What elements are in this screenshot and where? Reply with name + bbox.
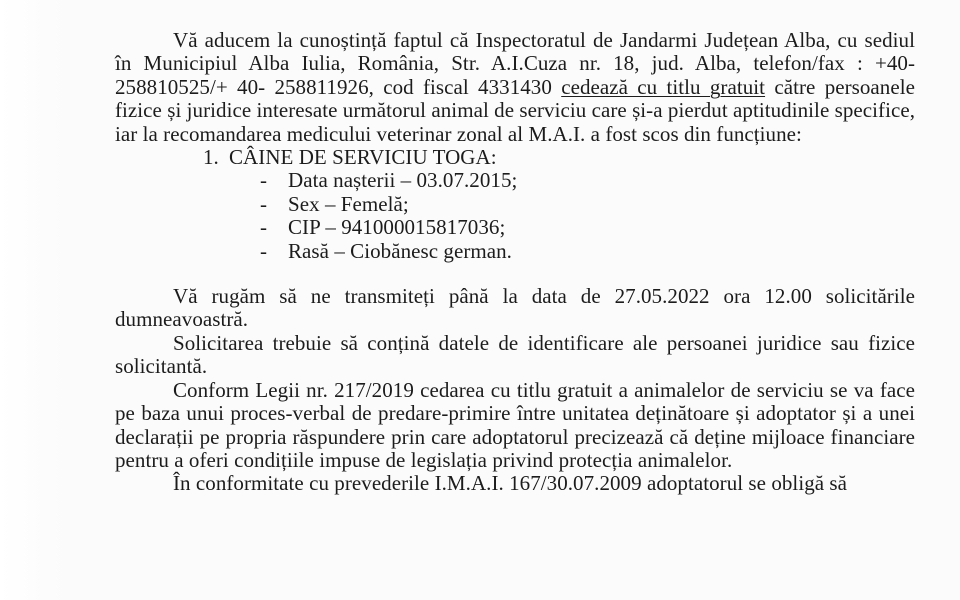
- list-item-text: Data nașterii – 03.07.2015;: [288, 168, 518, 193]
- paragraph-obligations: În conformitate cu prevederile I.M.A.I. 167/30.07.2009 adoptatorul se obligă să: [173, 471, 848, 496]
- list-item-text: Sex – Femelă;: [288, 191, 409, 216]
- paragraph-deadline: Vă rugăm să ne transmiteți până la data de 27.05.2022 ora 12.00 solicitările dumneavoastră.: [115, 284, 915, 332]
- announcement-tail-text: către persoanele fizice și juridice interesate următorul animal de serviciu care și-a pierdut aptitudinile specifice, iar la recomandarea medicului veterinar zonal al M.A.I. a fost scos din funcțiune:: [115, 74, 915, 146]
- list-number: 1.: [203, 145, 219, 170]
- underlined-phrase: cedează cu titlu gratuit: [561, 74, 766, 99]
- list-item-text: CIP – 941000015817036;: [288, 215, 506, 240]
- list-title: CÂINE DE SERVICIU TOGA:: [229, 145, 497, 170]
- list-bullet-dash: -: [260, 191, 268, 216]
- list-bullet-dash: -: [260, 238, 268, 263]
- paragraph-request-content: Solicitarea trebuie să conțină datele de identificare ale persoanei juridice sau fizice solicitantă.: [115, 330, 915, 379]
- list-item-text: Rasă – Ciobănesc german.: [288, 238, 512, 263]
- list-heading: [115, 146, 915, 169]
- list-item-breed: [115, 240, 915, 263]
- announcement-lead-text: Vă aducem la cunoștință faptul că Inspectoratul de Jandarmi Județean Alba, cu sediul în Municipiul Alba Iulia, România, Str. A.I.Cuza nr. 18, jud. Alba, telefon/fax : +40- 258810525/+ 40- 258811926, cod fiscal 4331430: [115, 28, 915, 99]
- page-edge-shadow: [0, 0, 64, 600]
- list-item-birthdate: [115, 169, 915, 192]
- list-item-sex: [115, 193, 915, 216]
- paragraph-legal-basis: Conform Legii nr. 217/2019 cedarea cu titlu gratuit a animalelor de serviciu se va face pe baza unui proces-verbal de predare-primire între unitatea deținătoare și adoptator și a unei declarații pe propria răspundere prin care adoptatorul precizează că deține mijloace financiare pentru a oferi condițiile impuse de legislația privind protecția animalelor.: [115, 377, 915, 472]
- dog-details-list: [115, 169, 915, 263]
- list-bullet-dash: -: [260, 215, 268, 240]
- document-body: [115, 29, 915, 496]
- paragraph-spacer: [115, 263, 915, 285]
- paragraph-announcement: [115, 29, 915, 146]
- list-item-cip: [115, 216, 915, 239]
- list-bullet-dash: -: [260, 168, 268, 193]
